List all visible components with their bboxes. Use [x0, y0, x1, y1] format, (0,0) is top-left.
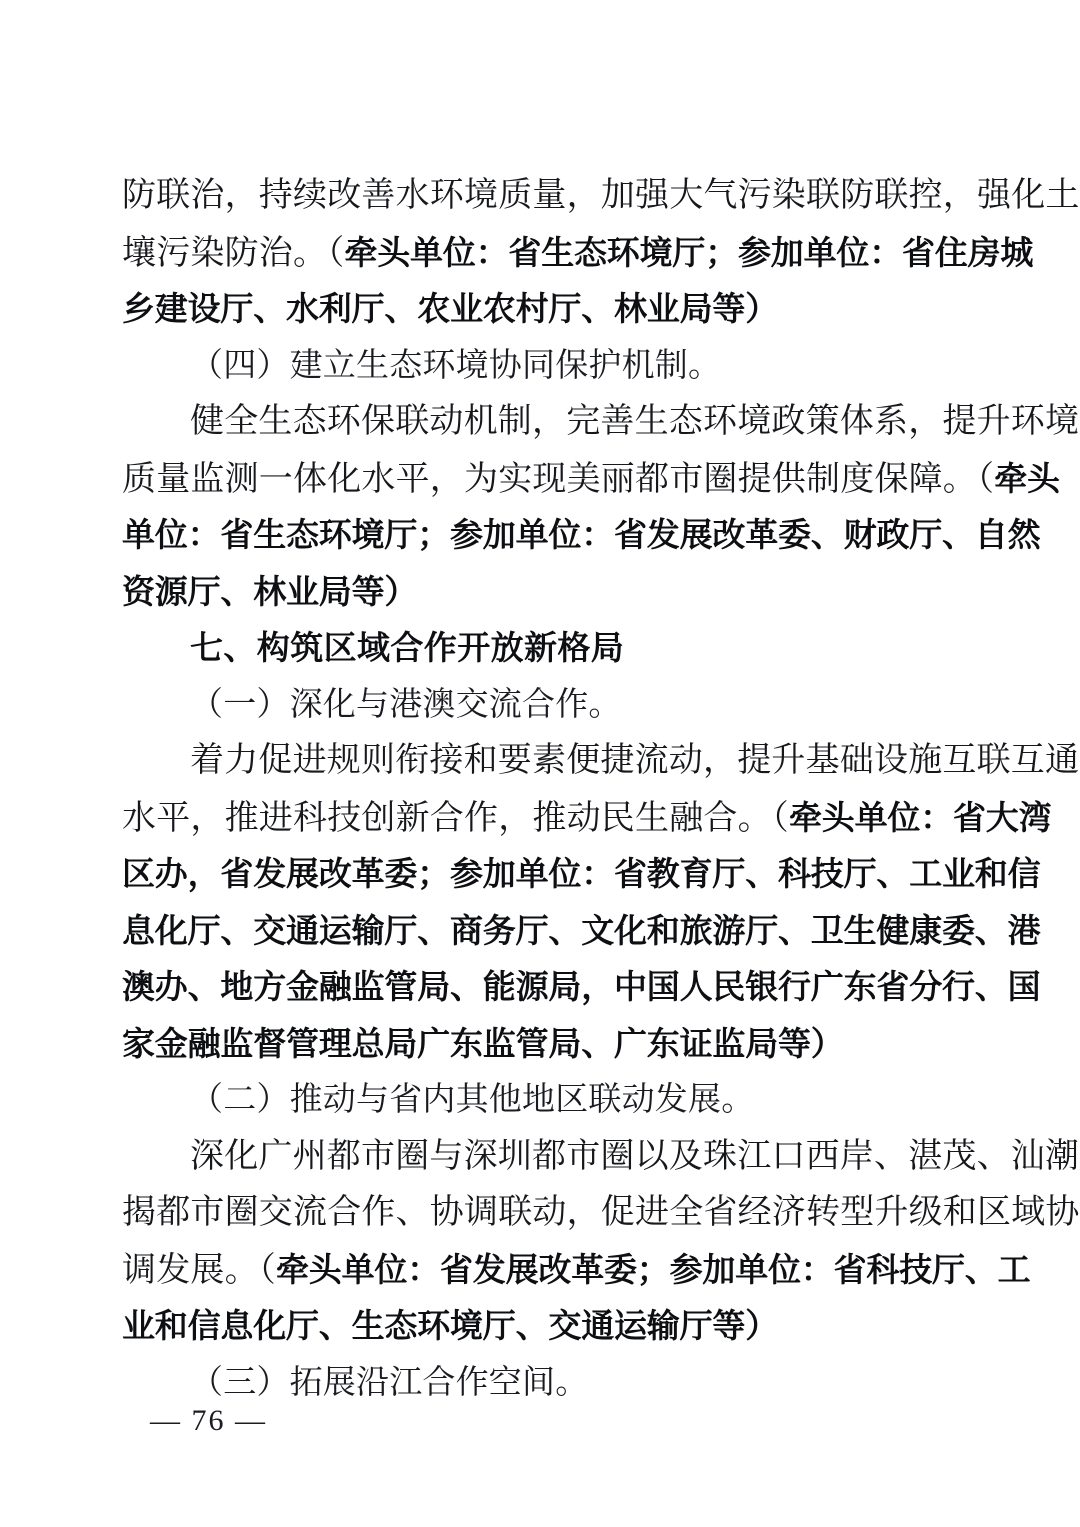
- text-line: [122, 1185, 1080, 1242]
- text-line: [122, 733, 1080, 790]
- text-line: [122, 1016, 956, 1073]
- text-run-section: 七、构筑区域合作开放新格局: [190, 629, 625, 666]
- text-line: [122, 168, 1080, 225]
- text-line: [122, 1072, 956, 1129]
- text-run-bold: 家金融监督管理总局广东监管局、广东证监局等）: [122, 1024, 844, 1062]
- text-run-bold: 单位：省生态环境厅；参加单位：省发展改革委、财政厅、自然: [122, 516, 1041, 553]
- text-line: [122, 451, 1060, 508]
- text-line: [122, 1355, 956, 1412]
- page-number-footer: — 76 —: [150, 1404, 267, 1437]
- text-run-body: 质量监测一体化水平，为实现美丽都市圈提供制度保障。（: [122, 460, 995, 498]
- text-line: [122, 620, 956, 677]
- text-line: [122, 1298, 956, 1355]
- text-run-body: 深化广州都市圈与深圳都市圈以及珠江口西岸、湛茂、汕潮: [190, 1137, 1080, 1175]
- text-run-body: 健全生态环保联动机制，完善生态环境政策体系，提升环境: [190, 403, 1080, 440]
- text-run-kai: （三）拓展沿江合作空间。: [190, 1364, 589, 1401]
- text-line: [122, 394, 1080, 451]
- text-line: [122, 564, 956, 621]
- text-line: [122, 338, 956, 395]
- text-line: [122, 959, 1041, 1016]
- text-run-bold: 资源厅、林业局等）: [122, 572, 418, 610]
- text-run-kai: （二）推动与省内其他地区联动发展。: [190, 1082, 755, 1118]
- text-run-bold: 息化厅、交通运输厅、商务厅、文化和旅游厅、卫生健康委、港: [122, 911, 1041, 949]
- text-run-bold: 澳办、地方金融监管局、能源局，中国人民银行广东省分行、国: [122, 968, 1041, 1005]
- text-run-body: 壤污染防治。（: [122, 234, 345, 272]
- text-run-bold: 牵头单位：省发展改革委；参加单位：省科技厅、工: [276, 1250, 1031, 1288]
- text-line: [122, 225, 1034, 282]
- text-line: [122, 1129, 1080, 1186]
- text-run-bold: 牵头: [994, 459, 1060, 497]
- text-run-bold: 乡建设厅、水利厅、农业农村厅、林业局等）: [122, 290, 779, 327]
- text-run-body: 水平，推进科技创新合作，推动民生融合。（: [122, 799, 789, 837]
- text-line: [122, 281, 956, 338]
- text-run-bold: 业和信息化厅、生态环境厅、交通运输厅等）: [122, 1307, 779, 1344]
- text-run-kai: （四）建立生态环境协同保护机制。: [190, 347, 722, 384]
- text-run-bold: 牵头单位：省生态环境厅；参加单位：省住房城: [344, 233, 1034, 271]
- text-line: [122, 846, 1041, 903]
- text-line: [122, 677, 956, 734]
- text-run-body: 调发展。（: [122, 1251, 276, 1289]
- text-run-body: 揭都市圈交流合作、协调联动，促进全省经济转型升级和区域协: [122, 1194, 1080, 1231]
- text-line: [122, 1242, 1031, 1299]
- text-line: [122, 507, 1041, 564]
- text-run-kai: （一）深化与港澳交流合作。: [190, 686, 622, 723]
- text-line: [122, 790, 1052, 847]
- text-run-bold: 区办，省发展改革委；参加单位：省教育厅、科技厅、工业和信: [122, 855, 1041, 892]
- text-line: [122, 903, 1041, 960]
- page-body-text: [122, 168, 1080, 1411]
- text-run-body: 着力促进规则衔接和要素便捷流动，提升基础设施互联互通: [190, 742, 1080, 779]
- text-run-bold: 牵头单位：省大湾: [789, 798, 1052, 836]
- text-run-body: 防联治，持续改善水环境质量，加强大气污染联防联控，强化土: [122, 177, 1080, 214]
